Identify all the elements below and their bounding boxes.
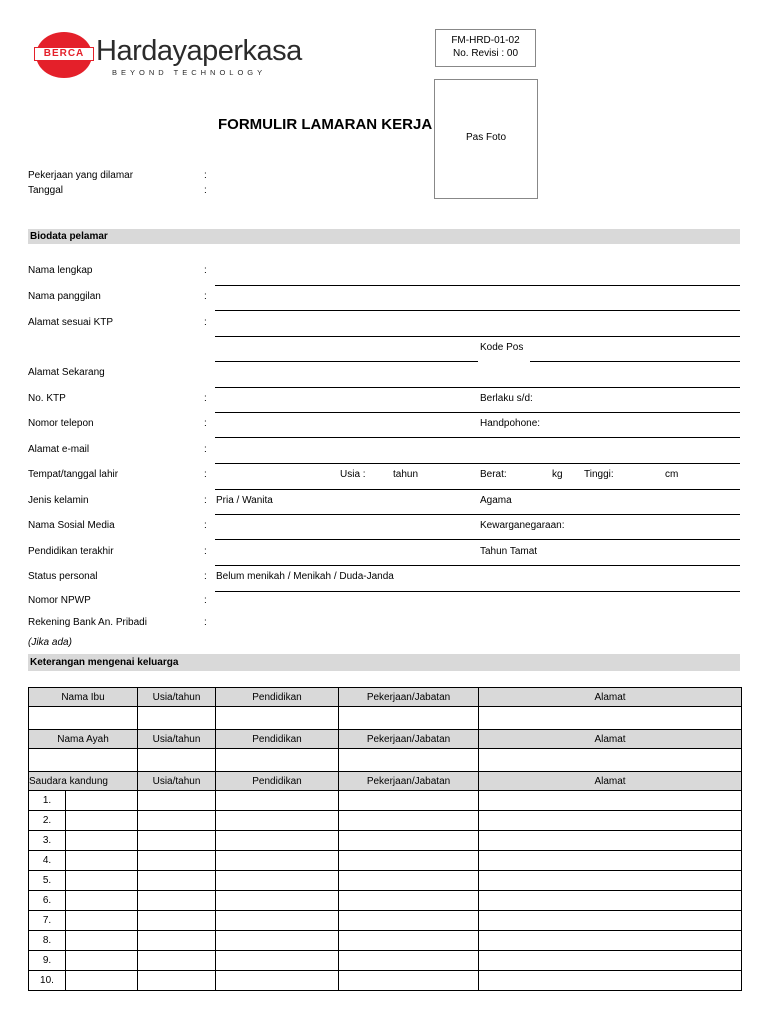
email-field[interactable]	[215, 463, 740, 464]
sibling-number: 5.	[29, 871, 66, 891]
status-options[interactable]: Belum menikah / Menikah / Duda-Janda	[216, 571, 394, 582]
sibling-job-cell[interactable]	[339, 791, 479, 811]
photo-label: Pas Foto	[465, 132, 507, 143]
father-header-row	[29, 730, 742, 749]
colon: :	[204, 185, 207, 196]
sibling-name-cell[interactable]	[66, 971, 138, 991]
age-header: Usia/tahun	[138, 772, 216, 791]
education-header: Pendidikan	[216, 688, 339, 707]
colon: :	[204, 571, 207, 582]
sibling-number: 7.	[29, 911, 66, 931]
sibling-address-cell[interactable]	[479, 851, 742, 871]
sibling-job-cell[interactable]	[339, 971, 479, 991]
cm-label: cm	[665, 469, 679, 480]
family-table	[28, 687, 742, 991]
education-header: Pendidikan	[216, 772, 339, 791]
company-tagline: BEYOND TECHNOLOGY	[112, 68, 267, 77]
colon: :	[204, 170, 207, 181]
logo-badge: BERCA	[34, 47, 94, 61]
citizenship-label: Kewarganegaraan:	[480, 520, 565, 531]
sibling-age-cell[interactable]	[138, 931, 216, 951]
sibling-age-cell[interactable]	[138, 951, 216, 971]
gender-label: Jenis kelamin	[28, 495, 89, 506]
gender-options[interactable]: Pria / Wanita	[216, 495, 273, 506]
sibling-age-cell[interactable]	[138, 791, 216, 811]
status-field[interactable]	[215, 591, 740, 592]
nickname-field[interactable]	[215, 310, 740, 311]
height-label: Tinggi:	[584, 469, 614, 480]
ktp-number-field[interactable]	[215, 412, 740, 413]
education-header: Pendidikan	[216, 730, 339, 749]
social-media-label: Nama Sosial Media	[28, 520, 115, 531]
sibling-row	[29, 811, 742, 831]
sibling-number: 3.	[29, 831, 66, 851]
email-label: Alamat e-mail	[28, 444, 90, 455]
sibling-name-cell[interactable]	[66, 851, 138, 871]
sibling-address-cell[interactable]	[479, 871, 742, 891]
sibling-row	[29, 911, 742, 931]
form-code-box	[435, 29, 536, 67]
job-header: Pekerjaan/Jabatan	[339, 772, 479, 791]
sibling-address-cell[interactable]	[479, 811, 742, 831]
nickname-label: Nama panggilan	[28, 291, 101, 302]
father-job-cell[interactable]	[339, 749, 479, 772]
sibling-age-cell[interactable]	[138, 831, 216, 851]
npwp-label: Nomor NPWP	[28, 595, 91, 606]
sibling-education-cell[interactable]	[216, 831, 339, 851]
ktp-number-label: No. KTP	[28, 393, 66, 404]
colon: :	[204, 495, 207, 506]
bank-note: (Jika ada)	[28, 637, 72, 648]
colon: :	[204, 595, 207, 606]
sibling-education-cell[interactable]	[216, 811, 339, 831]
job-header: Pekerjaan/Jabatan	[339, 688, 479, 707]
mother-education-cell[interactable]	[216, 707, 339, 730]
weight-label: Berat:	[480, 469, 507, 480]
phone-field[interactable]	[215, 437, 740, 438]
father-address-cell[interactable]	[479, 749, 742, 772]
status-label: Status personal	[28, 571, 98, 582]
valid-until-label: Berlaku s/d:	[480, 393, 533, 404]
sibling-name-cell[interactable]	[66, 911, 138, 931]
sibling-address-cell[interactable]	[479, 791, 742, 811]
sibling-address-cell[interactable]	[479, 911, 742, 931]
section-biodata: Biodata pelamar	[28, 229, 740, 244]
father-row	[29, 749, 742, 772]
siblings-header: Saudara kandung	[29, 772, 138, 791]
address-header: Alamat	[479, 730, 742, 749]
sibling-number: 6.	[29, 891, 66, 911]
sibling-address-cell[interactable]	[479, 931, 742, 951]
mother-name-cell[interactable]	[29, 707, 138, 730]
job-applied-label: Pekerjaan yang dilamar	[28, 170, 134, 181]
mother-address-cell[interactable]	[479, 707, 742, 730]
sibling-row	[29, 851, 742, 871]
sibling-name-cell[interactable]	[66, 891, 138, 911]
birth-field[interactable]	[215, 489, 740, 490]
sibling-number: 8.	[29, 931, 66, 951]
colon: :	[204, 291, 207, 302]
sibling-address-cell[interactable]	[479, 891, 742, 911]
ktp-address-field-2[interactable]	[215, 361, 478, 362]
bank-account-label: Rekening Bank An. Pribadi	[28, 617, 147, 628]
company-name: Hardayaperkasa	[96, 35, 302, 67]
full-name-field[interactable]	[215, 285, 740, 286]
sibling-name-cell[interactable]	[66, 871, 138, 891]
education-field[interactable]	[215, 565, 740, 566]
colon: :	[204, 418, 207, 429]
sibling-job-cell[interactable]	[339, 831, 479, 851]
address-header: Alamat	[479, 772, 742, 791]
kg-label: kg	[552, 469, 563, 480]
sibling-job-cell[interactable]	[339, 811, 479, 831]
sibling-age-cell[interactable]	[138, 891, 216, 911]
father-age-cell[interactable]	[138, 749, 216, 772]
form-code: FM-HRD-01-02	[451, 35, 520, 46]
graduation-year-label: Tahun Tamat	[480, 546, 538, 557]
sibling-row	[29, 931, 742, 951]
colon: :	[204, 444, 207, 455]
age-header: Usia/tahun	[138, 730, 216, 749]
company-logo	[36, 30, 306, 80]
sibling-education-cell[interactable]	[216, 791, 339, 811]
sibling-education-cell[interactable]	[216, 951, 339, 971]
sibling-education-cell[interactable]	[216, 931, 339, 951]
sibling-row	[29, 791, 742, 811]
sibling-education-cell[interactable]	[216, 971, 339, 991]
address-header: Alamat	[479, 688, 742, 707]
colon: :	[204, 546, 207, 557]
revision-number: No. Revisi : 00	[452, 48, 519, 59]
ktp-address-field[interactable]	[215, 336, 740, 337]
sibling-number: 10.	[29, 971, 66, 991]
colon: :	[204, 317, 207, 328]
colon: :	[204, 469, 207, 480]
handphone-label: Handpohone:	[480, 418, 541, 429]
sibling-education-cell[interactable]	[216, 911, 339, 931]
mother-age-cell[interactable]	[138, 707, 216, 730]
sibling-address-cell[interactable]	[479, 971, 742, 991]
age-label: Usia :	[340, 469, 366, 480]
sibling-number: 2.	[29, 811, 66, 831]
date-label: Tanggal	[28, 185, 64, 196]
sibling-row	[29, 871, 742, 891]
gender-field[interactable]	[215, 514, 740, 515]
current-address-field[interactable]	[215, 387, 740, 388]
sibling-job-cell[interactable]	[339, 851, 479, 871]
sibling-row	[29, 891, 742, 911]
mother-job-cell[interactable]	[339, 707, 479, 730]
sibling-education-cell[interactable]	[216, 891, 339, 911]
sibling-education-cell[interactable]	[216, 851, 339, 871]
father-name-cell[interactable]	[29, 749, 138, 772]
social-media-field[interactable]	[215, 539, 740, 540]
father-education-cell[interactable]	[216, 749, 339, 772]
ktp-address-label: Alamat sesuai KTP	[28, 317, 114, 328]
postal-code-label: Kode Pos	[480, 342, 524, 353]
section-family: Keterangan mengenai keluarga	[28, 654, 740, 671]
mother-header-row	[29, 688, 742, 707]
mother-row	[29, 707, 742, 730]
sibling-number: 9.	[29, 951, 66, 971]
sibling-name-cell[interactable]	[66, 831, 138, 851]
sibling-name-cell[interactable]	[66, 811, 138, 831]
sibling-row	[29, 951, 742, 971]
sibling-row	[29, 971, 742, 991]
religion-label: Agama	[480, 495, 512, 506]
age-header: Usia/tahun	[138, 688, 216, 707]
sibling-address-cell[interactable]	[479, 951, 742, 971]
colon: :	[204, 393, 207, 404]
sibling-row	[29, 831, 742, 851]
sibling-job-cell[interactable]	[339, 931, 479, 951]
postal-code-field[interactable]	[530, 361, 740, 362]
years-label: tahun	[393, 469, 419, 480]
sibling-address-cell[interactable]	[479, 831, 742, 851]
phone-label: Nomor telepon	[28, 418, 94, 429]
sibling-number: 4.	[29, 851, 66, 871]
sibling-job-cell[interactable]	[339, 871, 479, 891]
sibling-name-cell[interactable]	[66, 791, 138, 811]
colon: :	[204, 617, 207, 628]
sibling-name-cell[interactable]	[66, 951, 138, 971]
sibling-name-cell[interactable]	[66, 931, 138, 951]
education-label: Pendidikan terakhir	[28, 546, 114, 557]
father-header: Nama Ayah	[29, 730, 138, 749]
job-header: Pekerjaan/Jabatan	[339, 730, 479, 749]
full-name-label: Nama lengkap	[28, 265, 93, 276]
mother-header: Nama Ibu	[29, 688, 138, 707]
sibling-education-cell[interactable]	[216, 871, 339, 891]
form-title: FORMULIR LAMARAN KERJA	[218, 116, 433, 133]
sibling-job-cell[interactable]	[339, 911, 479, 931]
photo-box[interactable]	[434, 79, 538, 199]
sibling-age-cell[interactable]	[138, 911, 216, 931]
sibling-age-cell[interactable]	[138, 851, 216, 871]
sibling-number: 1.	[29, 791, 66, 811]
colon: :	[204, 520, 207, 531]
siblings-header-row	[29, 772, 742, 791]
sibling-age-cell[interactable]	[138, 871, 216, 891]
sibling-age-cell[interactable]	[138, 811, 216, 831]
sibling-age-cell[interactable]	[138, 971, 216, 991]
birth-label: Tempat/tanggal lahir	[28, 469, 119, 480]
sibling-job-cell[interactable]	[339, 951, 479, 971]
current-address-label: Alamat Sekarang	[28, 367, 105, 378]
sibling-job-cell[interactable]	[339, 891, 479, 911]
colon: :	[204, 265, 207, 276]
